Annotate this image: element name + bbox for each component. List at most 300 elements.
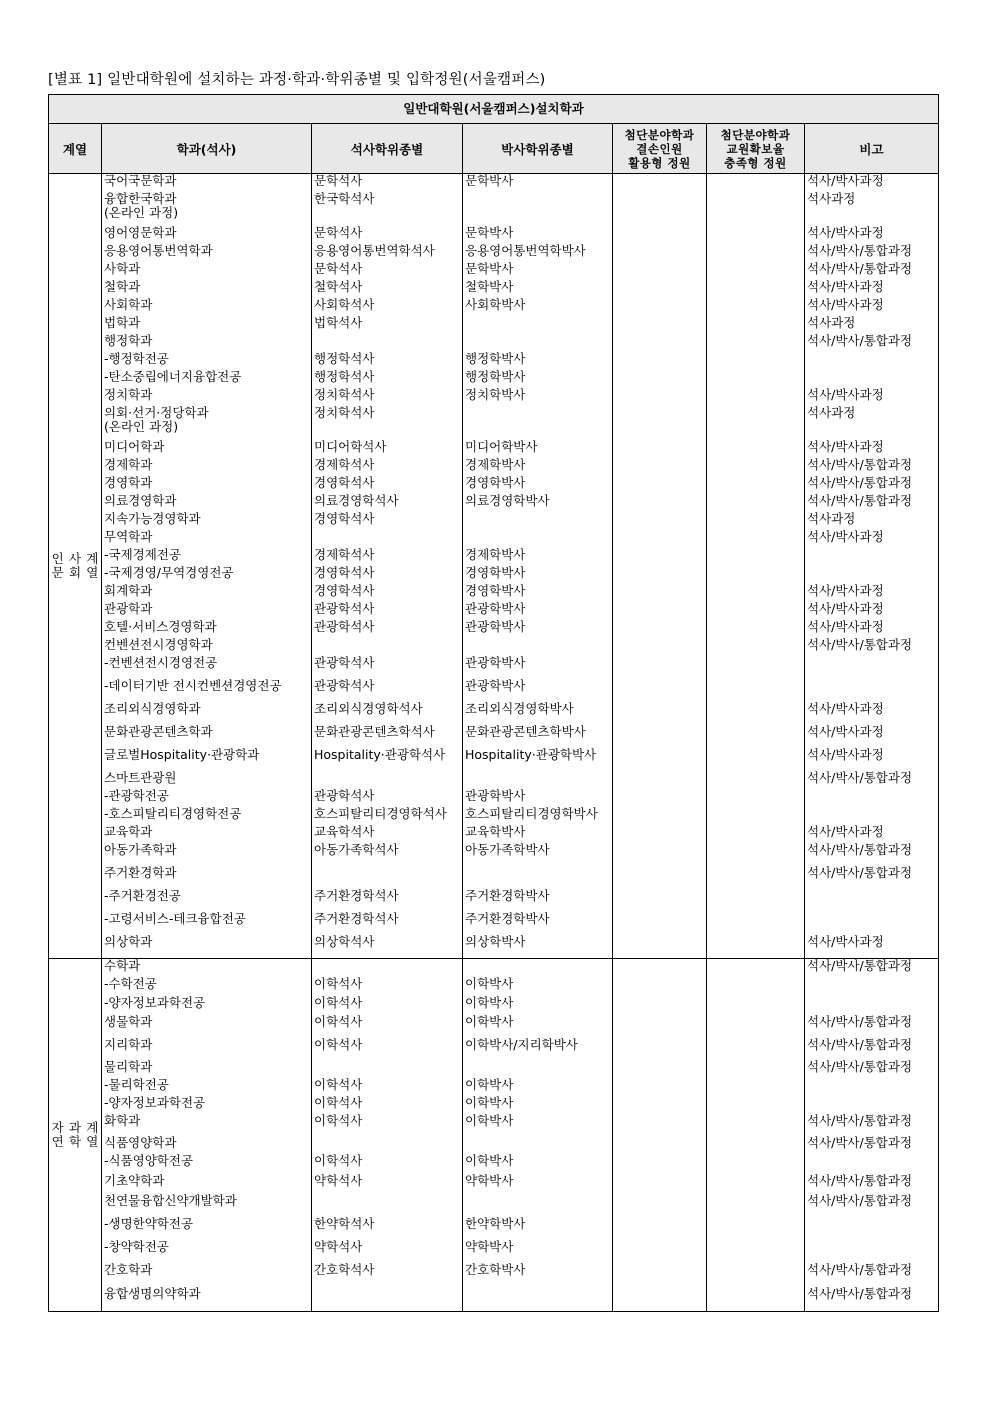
doctor-degree-cell: 문학박사 bbox=[465, 174, 514, 188]
dept-cell bbox=[102, 807, 311, 825]
header-adv2-line2: 교원확보율 bbox=[726, 141, 785, 156]
dept-name: -호스피탈리티경영학전공 bbox=[104, 807, 242, 821]
doctor-degree-cell: 정치학박사 bbox=[465, 388, 526, 402]
master-degree-cell: 정치학석사 bbox=[314, 388, 375, 402]
note-cell: 석사/박사/통합과정 bbox=[807, 959, 913, 973]
note-cell: 석사/박사/통합과정 bbox=[807, 494, 913, 508]
adv2-cell bbox=[707, 602, 804, 620]
doctor-degree-cell: 경제학박사 bbox=[465, 458, 526, 472]
note-cell: 석사/박사과정 bbox=[807, 530, 884, 544]
adv2-cell bbox=[707, 959, 804, 977]
adv2-cell bbox=[707, 1154, 804, 1174]
note-cell bbox=[805, 912, 938, 935]
doctor-column bbox=[463, 959, 613, 1311]
dept-name: -관광학전공 bbox=[104, 789, 169, 803]
adv1-cell bbox=[613, 725, 706, 748]
adv1-cell bbox=[613, 825, 706, 843]
doctor-degree-cell: 주거환경학박사 bbox=[465, 889, 550, 903]
header-adv1-line3: 활용형 정원 bbox=[628, 155, 691, 170]
dept-name: -양자정보과학전공 bbox=[104, 996, 206, 1010]
doctor-degree-cell: 응용영어통번역학박사 bbox=[465, 244, 586, 258]
master-degree-cell bbox=[312, 771, 462, 789]
dept-name: 간호학과 bbox=[104, 1263, 153, 1277]
adv1-cell bbox=[613, 889, 706, 912]
dept-cell bbox=[102, 843, 311, 866]
doctor-degree-cell: 철학박사 bbox=[465, 280, 514, 294]
adv1-cell bbox=[613, 458, 706, 476]
field-group-cell bbox=[49, 174, 102, 958]
dept-name: 법학과 bbox=[104, 316, 141, 330]
adv2-cell bbox=[707, 370, 804, 388]
dept-name: -창약학전공 bbox=[104, 1240, 169, 1254]
note-column bbox=[805, 174, 938, 958]
master-degree-cell: 이학석사 bbox=[314, 1038, 363, 1052]
dept-cell bbox=[102, 584, 311, 602]
note-cell bbox=[805, 1240, 938, 1263]
master-degree-cell bbox=[312, 1287, 462, 1311]
master-degree-cell: 경영학석사 bbox=[314, 584, 375, 598]
field-group-word: 사회 bbox=[68, 551, 82, 580]
doctor-degree-cell: Hospitality·관광학박사 bbox=[465, 748, 597, 762]
master-degree-cell: 이학석사 bbox=[314, 1015, 363, 1029]
master-degree-cell: 행정학석사 bbox=[314, 370, 375, 384]
adv1-cell bbox=[613, 1217, 706, 1240]
note-cell bbox=[805, 1154, 938, 1174]
dept-cell bbox=[102, 370, 311, 388]
adv2-cell bbox=[707, 352, 804, 370]
field-group-word: 과학 bbox=[68, 1120, 82, 1149]
dept-name: -수학전공 bbox=[104, 977, 157, 991]
note-cell: 석사/박사과정 bbox=[807, 298, 884, 312]
adv2-cell bbox=[707, 1078, 804, 1096]
master-degree-cell: 정치학석사 bbox=[314, 406, 375, 420]
master-degree-cell bbox=[312, 866, 462, 889]
note-cell bbox=[805, 1096, 938, 1114]
dept-cell bbox=[102, 1174, 311, 1194]
master-degree-cell: 이학석사 bbox=[314, 1154, 363, 1168]
dept-name: (온라인 과정) bbox=[104, 419, 179, 434]
dept-name: 지리학과 bbox=[104, 1038, 153, 1052]
dept-cell bbox=[102, 494, 311, 512]
doctor-degree-cell: 간호학박사 bbox=[465, 1263, 526, 1277]
table-section bbox=[49, 958, 938, 1311]
dept-cell bbox=[102, 280, 311, 298]
master-degree-cell: 약학석사 bbox=[314, 1174, 363, 1188]
adv1-cell bbox=[613, 548, 706, 566]
adv1-cell bbox=[613, 334, 706, 352]
note-cell: 석사/박사과정 bbox=[807, 440, 884, 454]
adv1-cell bbox=[613, 1263, 706, 1287]
dept-column bbox=[102, 174, 312, 958]
dept-cell bbox=[102, 566, 311, 584]
adv1-cell bbox=[613, 602, 706, 620]
doctor-degree-cell bbox=[463, 638, 612, 656]
master-degree-cell: 미디어학석사 bbox=[314, 440, 387, 454]
dept-cell bbox=[102, 866, 311, 889]
master-degree-cell: 문화관광콘텐츠학석사 bbox=[314, 725, 435, 739]
dept-name: 아동가족학과 bbox=[104, 843, 177, 857]
note-cell: 석사/박사과정 bbox=[807, 174, 884, 188]
doctor-degree-cell bbox=[463, 530, 612, 548]
dept-cell bbox=[102, 512, 311, 530]
dept-cell bbox=[102, 440, 311, 458]
master-degree-cell bbox=[312, 334, 462, 352]
dept-cell bbox=[102, 620, 311, 638]
adv2-cell bbox=[707, 638, 804, 656]
doctor-degree-cell: 경영학박사 bbox=[465, 566, 526, 580]
adv2-cell bbox=[707, 174, 804, 192]
dept-name: 정치학과 bbox=[104, 388, 153, 402]
master-degree-cell: 경영학석사 bbox=[314, 476, 375, 490]
doctor-degree-cell: 조리외식경영학박사 bbox=[465, 702, 574, 716]
master-degree-cell: 이학석사 bbox=[314, 996, 363, 1010]
adv2-cell bbox=[707, 316, 804, 334]
dept-cell bbox=[102, 702, 311, 725]
dept-name: 국어국문학과 bbox=[104, 174, 177, 188]
master-degree-cell: 행정학석사 bbox=[314, 352, 375, 366]
adv2-cell bbox=[707, 298, 804, 316]
dept-cell bbox=[102, 476, 311, 494]
dept-name: 컨벤션전시경영학과 bbox=[104, 638, 213, 652]
header-note: 비고 bbox=[859, 141, 884, 157]
note-cell bbox=[805, 807, 938, 825]
header-adv2-line3: 충족형 정원 bbox=[724, 155, 787, 170]
master-degree-cell: 아동가족학석사 bbox=[314, 843, 399, 857]
note-cell: 석사/박사/통합과정 bbox=[807, 638, 913, 652]
dept-name: 응용영어통번역학과 bbox=[104, 244, 213, 258]
dept-cell bbox=[102, 1114, 311, 1136]
adv2-cell bbox=[707, 789, 804, 807]
note-cell: 석사/박사과정 bbox=[807, 584, 884, 598]
dept-name: 식품영양학과 bbox=[104, 1136, 177, 1150]
adv2-cell bbox=[707, 843, 804, 866]
dept-name: -행정학전공 bbox=[104, 352, 169, 366]
dept-cell bbox=[102, 977, 311, 996]
adv1-cell bbox=[613, 996, 706, 1015]
doctor-degree-cell bbox=[463, 334, 612, 352]
table-body bbox=[49, 174, 938, 1311]
note-cell bbox=[805, 679, 938, 702]
doctor-degree-cell bbox=[463, 866, 612, 889]
adv1-cell bbox=[613, 1174, 706, 1194]
dept-cell bbox=[102, 679, 311, 702]
master-degree-cell: 의료경영학석사 bbox=[314, 494, 399, 508]
departments-table bbox=[48, 94, 939, 1312]
dept-cell bbox=[102, 262, 311, 280]
note-cell: 석사/박사과정 bbox=[807, 226, 884, 240]
dept-cell bbox=[102, 889, 311, 912]
adv1-cell bbox=[613, 1096, 706, 1114]
adv1-cell bbox=[613, 262, 706, 280]
doctor-degree-cell bbox=[463, 959, 612, 977]
note-cell: 석사/박사/통합과정 bbox=[807, 1174, 913, 1188]
master-degree-cell bbox=[312, 1060, 462, 1078]
adv1-cell bbox=[613, 244, 706, 262]
dept-cell bbox=[102, 530, 311, 548]
dept-cell bbox=[102, 602, 311, 620]
doctor-degree-cell: 관광학박사 bbox=[465, 620, 526, 634]
adv1-cell bbox=[613, 1240, 706, 1263]
dept-cell bbox=[102, 771, 311, 789]
adv2-cell bbox=[707, 825, 804, 843]
dept-name: 글로벌Hospitality·관광학과 bbox=[104, 748, 260, 762]
dept-cell bbox=[102, 1038, 311, 1060]
dept-cell bbox=[102, 1136, 311, 1154]
adv2-cell bbox=[707, 334, 804, 352]
note-cell bbox=[805, 352, 938, 370]
master-degree-cell: 한약학석사 bbox=[314, 1217, 375, 1231]
note-cell bbox=[805, 977, 938, 996]
dept-cell bbox=[102, 725, 311, 748]
adv1-cell bbox=[613, 702, 706, 725]
dept-cell bbox=[102, 656, 311, 679]
dept-name: -식품영양학전공 bbox=[104, 1154, 194, 1168]
adv1-cell bbox=[613, 512, 706, 530]
adv1-cell bbox=[613, 226, 706, 244]
doctor-degree-cell bbox=[463, 512, 612, 530]
dept-name: 경제학과 bbox=[104, 458, 153, 472]
adv2-cell bbox=[707, 512, 804, 530]
doctor-degree-cell: 경영학박사 bbox=[465, 584, 526, 598]
doctor-degree-cell bbox=[463, 1060, 612, 1078]
master-degree-cell: 경제학석사 bbox=[314, 548, 375, 562]
dept-name: 사학과 bbox=[104, 262, 141, 276]
adv1-cell bbox=[613, 174, 706, 192]
adv1-cell bbox=[613, 406, 706, 440]
table-header-row bbox=[49, 124, 938, 174]
dept-cell bbox=[102, 1287, 311, 1311]
dept-cell bbox=[102, 174, 311, 192]
dept-cell bbox=[102, 1240, 311, 1263]
adv2-cell bbox=[707, 548, 804, 566]
master-degree-cell: 문학석사 bbox=[314, 174, 363, 188]
adv2-cell bbox=[707, 440, 804, 458]
master-degree-cell: 이학석사 bbox=[314, 1114, 363, 1128]
dept-cell bbox=[102, 458, 311, 476]
master-degree-cell: 약학석사 bbox=[314, 1240, 363, 1254]
dept-cell bbox=[102, 959, 311, 977]
adv2-cell bbox=[707, 935, 804, 958]
adv1-cell bbox=[613, 1114, 706, 1136]
note-cell: 석사/박사/통합과정 bbox=[807, 771, 913, 785]
dept-cell bbox=[102, 298, 311, 316]
note-cell: 석사과정 bbox=[807, 316, 856, 330]
adv1-cell bbox=[613, 1038, 706, 1060]
dept-cell bbox=[102, 825, 311, 843]
note-cell: 석사/박사/통합과정 bbox=[807, 843, 913, 857]
note-cell bbox=[805, 789, 938, 807]
document-caption: [별표 1] 일반대학원에 설치하는 과정·학과·학위종별 및 입학정원(서울캠퍼스) bbox=[48, 72, 546, 88]
dept-cell bbox=[102, 1263, 311, 1287]
dept-name: -국제경영/무역경영전공 bbox=[104, 566, 234, 580]
adv1-cell bbox=[613, 1194, 706, 1217]
dept-name: 철학과 bbox=[104, 280, 141, 294]
header-advanced-faculty bbox=[707, 124, 805, 173]
doctor-degree-cell: 문학박사 bbox=[465, 226, 514, 240]
dept-name: 미디어학과 bbox=[104, 440, 165, 454]
adv1-cell bbox=[613, 192, 706, 226]
adv2-cell bbox=[707, 530, 804, 548]
adv2-cell bbox=[707, 977, 804, 996]
doctor-degree-cell: 미디어학박사 bbox=[465, 440, 538, 454]
adv2-cell bbox=[707, 494, 804, 512]
field-group-word: 인문 bbox=[51, 551, 64, 580]
doctor-degree-cell: 문학박사 bbox=[465, 262, 514, 276]
note-cell: 석사/박사/통합과정 bbox=[807, 262, 913, 276]
dept-cell bbox=[102, 748, 311, 771]
dept-cell bbox=[102, 192, 311, 226]
master-degree-cell: 응용영어통번역학석사 bbox=[314, 244, 435, 258]
dept-cell bbox=[102, 638, 311, 656]
dept-cell bbox=[102, 406, 311, 440]
dept-cell bbox=[102, 1194, 311, 1217]
note-cell: 석사/박사과정 bbox=[807, 825, 884, 839]
dept-cell bbox=[102, 935, 311, 958]
doctor-degree-cell: 문화관광콘텐츠학박사 bbox=[465, 725, 586, 739]
note-cell: 석사/박사/통합과정 bbox=[807, 866, 913, 880]
note-cell: 석사/박사/통합과정 bbox=[807, 1015, 913, 1029]
adv1-cell bbox=[613, 789, 706, 807]
dept-name: 융합생명의약학과 bbox=[104, 1287, 201, 1301]
adv2-column bbox=[707, 174, 805, 958]
adv2-cell bbox=[707, 996, 804, 1015]
adv2-cell bbox=[707, 748, 804, 771]
dept-name: 경영학과 bbox=[104, 476, 153, 490]
adv1-cell bbox=[613, 476, 706, 494]
note-cell: 석사/박사/통합과정 bbox=[807, 1060, 913, 1074]
dept-name: 융합한국학과 bbox=[104, 192, 177, 206]
note-cell bbox=[805, 1078, 938, 1096]
doctor-degree-cell bbox=[463, 406, 612, 440]
adv2-cell bbox=[707, 262, 804, 280]
master-degree-cell: 철학석사 bbox=[314, 280, 363, 294]
doctor-degree-cell: 행정학박사 bbox=[465, 370, 526, 384]
doctor-degree-cell: 관광학박사 bbox=[465, 789, 526, 803]
dept-name: 물리학과 bbox=[104, 1060, 153, 1074]
dept-cell bbox=[102, 912, 311, 935]
master-degree-cell: 문학석사 bbox=[314, 262, 363, 276]
adv1-cell bbox=[613, 1015, 706, 1038]
adv2-cell bbox=[707, 725, 804, 748]
adv1-cell bbox=[613, 1078, 706, 1096]
dept-name: -고령서비스-테크융합전공 bbox=[104, 912, 246, 926]
note-cell: 석사/박사과정 bbox=[807, 935, 884, 949]
adv2-cell bbox=[707, 771, 804, 789]
doctor-degree-cell bbox=[463, 316, 612, 334]
dept-name: 영어영문학과 bbox=[104, 226, 177, 240]
master-degree-cell: 이학석사 bbox=[314, 1096, 363, 1110]
adv2-cell bbox=[707, 388, 804, 406]
dept-name: 의료경영학과 bbox=[104, 494, 177, 508]
doctor-degree-cell bbox=[463, 771, 612, 789]
note-cell bbox=[805, 656, 938, 679]
adv2-cell bbox=[707, 280, 804, 298]
dept-name: -주거환경전공 bbox=[104, 889, 181, 903]
note-cell: 석사/박사/통합과정 bbox=[807, 1114, 913, 1128]
adv1-cell bbox=[613, 1136, 706, 1154]
table-section bbox=[49, 174, 938, 958]
adv1-cell bbox=[613, 679, 706, 702]
note-cell: 석사/박사/통합과정 bbox=[807, 1136, 913, 1150]
adv2-cell bbox=[707, 476, 804, 494]
adv1-cell bbox=[613, 959, 706, 977]
dept-name: 무역학과 bbox=[104, 530, 153, 544]
table-banner: 일반대학원(서울캠퍼스)설치학과 bbox=[49, 95, 938, 124]
adv2-cell bbox=[707, 406, 804, 440]
master-degree-cell: 관광학석사 bbox=[314, 656, 375, 670]
header-adv1-line2: 결손인원 bbox=[636, 141, 683, 156]
doctor-degree-cell bbox=[463, 1287, 612, 1311]
doctor-degree-cell: 이학박사 bbox=[465, 1078, 514, 1092]
header-department: 학과(석사) bbox=[102, 124, 312, 173]
doctor-degree-cell: 이학박사 bbox=[465, 1096, 514, 1110]
dept-cell bbox=[102, 316, 311, 334]
dept-name: 회계학과 bbox=[104, 584, 153, 598]
note-cell bbox=[805, 1217, 938, 1240]
doctor-degree-cell: 경제학박사 bbox=[465, 548, 526, 562]
adv2-cell bbox=[707, 1060, 804, 1078]
adv2-cell bbox=[707, 1114, 804, 1136]
dept-name: 행정학과 bbox=[104, 334, 153, 348]
dept-name: 천연물융합신약개발학과 bbox=[104, 1194, 237, 1208]
adv2-cell bbox=[707, 584, 804, 602]
master-degree-cell: 경영학석사 bbox=[314, 566, 375, 580]
master-column bbox=[312, 174, 463, 958]
dept-name: 생물학과 bbox=[104, 1015, 153, 1029]
master-degree-cell: 관광학석사 bbox=[314, 620, 375, 634]
master-degree-cell: 교육학석사 bbox=[314, 825, 375, 839]
adv2-cell bbox=[707, 1136, 804, 1154]
header-master-degree: 석사학위종별 bbox=[312, 124, 463, 173]
dept-column bbox=[102, 959, 312, 1311]
master-degree-cell: 관광학석사 bbox=[314, 789, 375, 803]
adv2-cell bbox=[707, 1096, 804, 1114]
dept-name: -데이터기반 전시컨벤션경영전공 bbox=[104, 679, 282, 693]
dept-cell bbox=[102, 1060, 311, 1078]
note-cell: 석사/박사과정 bbox=[807, 702, 884, 716]
dept-cell bbox=[102, 996, 311, 1015]
adv1-cell bbox=[613, 935, 706, 958]
note-cell: 석사/박사/통합과정 bbox=[807, 1194, 913, 1208]
adv1-cell bbox=[613, 807, 706, 825]
doctor-degree-cell: 관광학박사 bbox=[465, 602, 526, 616]
master-column bbox=[312, 959, 463, 1311]
master-degree-cell: 경영학석사 bbox=[314, 512, 375, 526]
master-degree-cell bbox=[312, 530, 462, 548]
dept-cell bbox=[102, 1015, 311, 1038]
doctor-degree-cell: 이학박사 bbox=[465, 1154, 514, 1168]
master-degree-cell: 주거환경학석사 bbox=[314, 912, 399, 926]
doctor-degree-cell: 교육학박사 bbox=[465, 825, 526, 839]
note-cell bbox=[805, 548, 938, 566]
adv1-cell bbox=[613, 620, 706, 638]
master-degree-cell bbox=[312, 1136, 462, 1154]
note-cell: 석사과정 bbox=[807, 512, 856, 526]
master-degree-cell: 관광학석사 bbox=[314, 602, 375, 616]
note-cell: 석사/박사과정 bbox=[807, 602, 884, 616]
dept-cell bbox=[102, 352, 311, 370]
dept-cell bbox=[102, 334, 311, 352]
note-cell: 석사/박사/통합과정 bbox=[807, 458, 913, 472]
field-group-word: 계열 bbox=[86, 551, 99, 580]
adv1-cell bbox=[613, 352, 706, 370]
field-group-word: 계열 bbox=[86, 1120, 99, 1149]
master-degree-cell: 주거환경학석사 bbox=[314, 889, 399, 903]
doctor-degree-cell: 이학박사/지리학박사 bbox=[465, 1038, 578, 1052]
note-cell: 석사/박사과정 bbox=[807, 388, 884, 402]
dept-name: (온라인 과정) bbox=[104, 205, 179, 220]
doctor-degree-cell bbox=[463, 1136, 612, 1154]
